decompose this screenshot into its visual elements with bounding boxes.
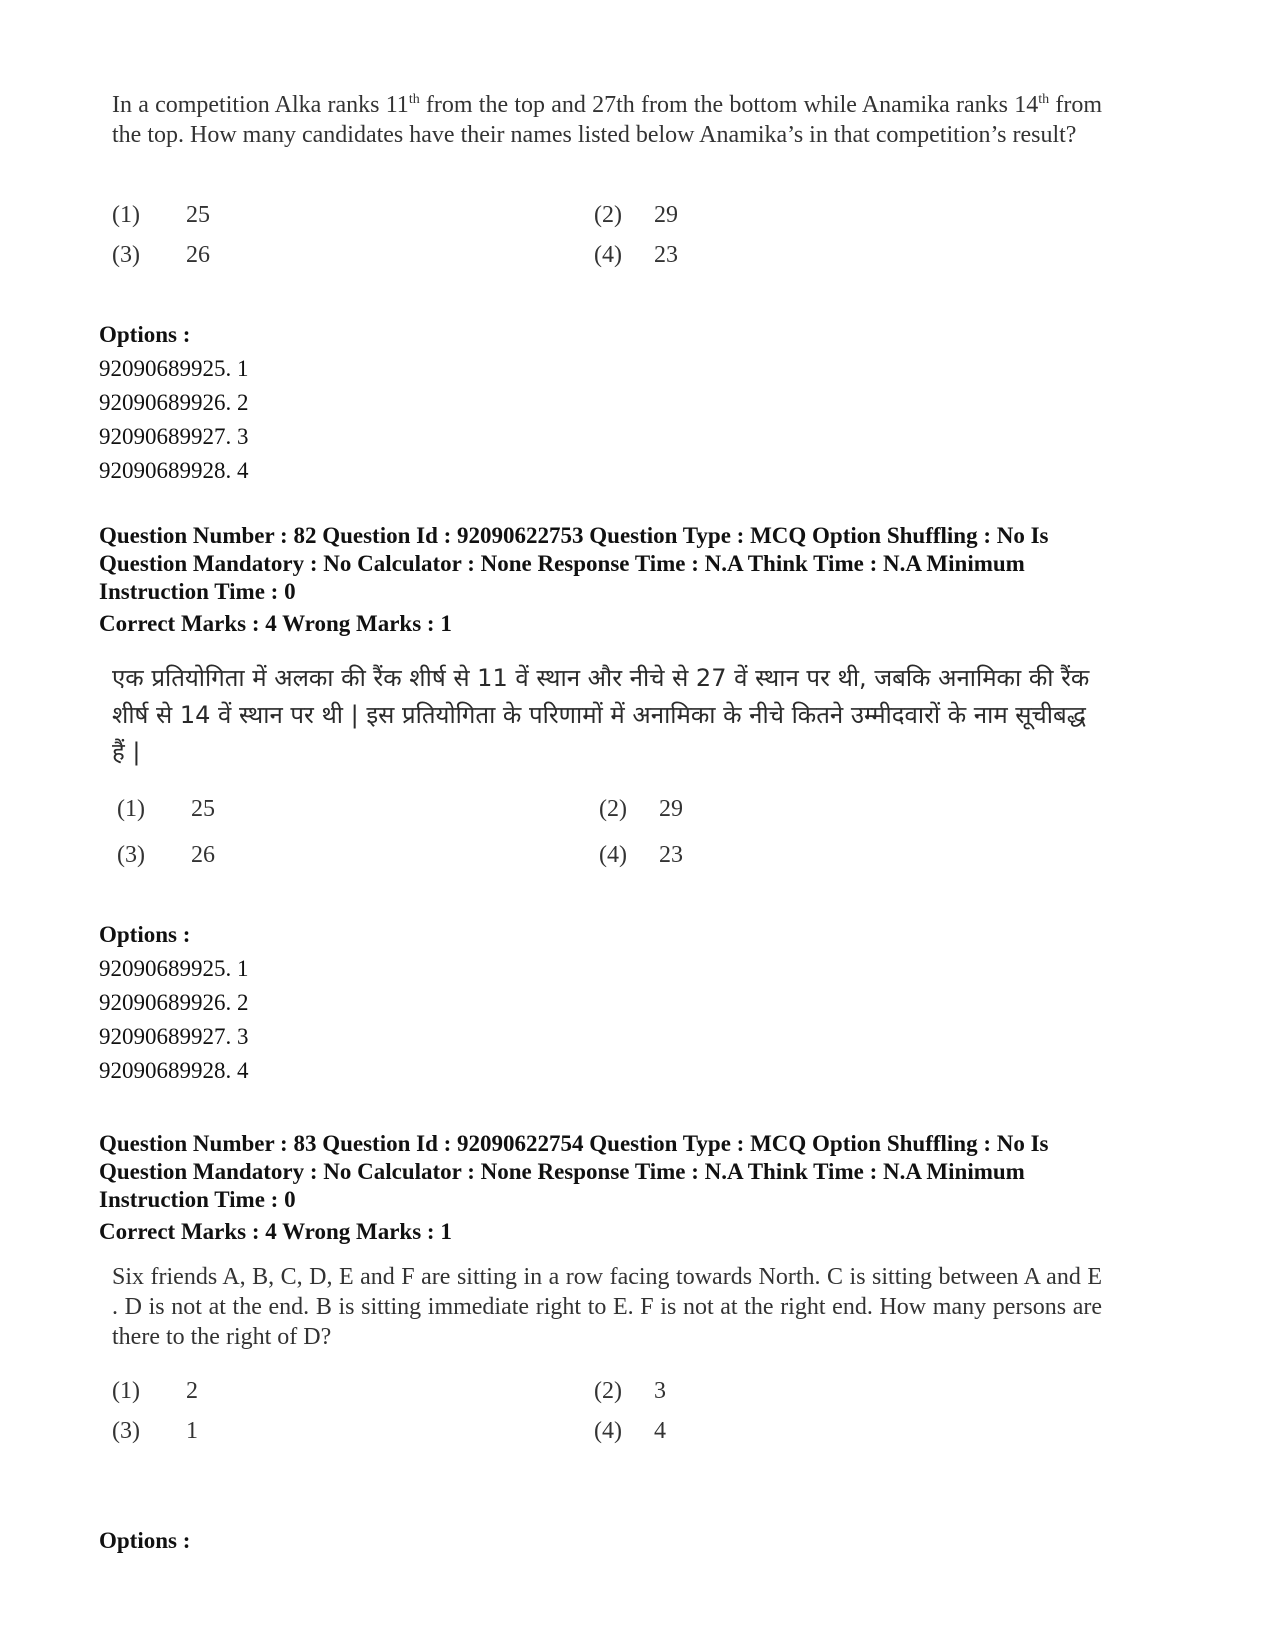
option-row: 92090689926. 2 <box>99 990 249 1015</box>
option-row: 92090689926. 2 <box>99 390 249 415</box>
q81-choice-4: (4) 23 <box>594 242 678 268</box>
option-row: 92090689928. 4 <box>99 458 249 483</box>
q82-choices <box>117 796 817 886</box>
option-row: 92090689927. 3 <box>99 424 249 449</box>
q81-choice-3: (3) 26 <box>112 242 210 268</box>
q83-marks: Correct Marks : 4 Wrong Marks : 1 <box>99 1219 452 1244</box>
q82-question-text-hindi: एक प्रतियोगिता में अलका की रैंक शीर्ष से 11 वें स्थान और नीचे से 27 वें स्थान पर थी, जबकि अनामिका की रैंक शीर्ष से 14 वें स्थान पर थी | इस प्रतियोगिता के परिणामों में अनामिका के नीचे कितने उम्मीदवारों के नाम सूचीबद्ध हैं | <box>112 664 1090 766</box>
q82-choice-3: (3) 26 <box>117 842 215 868</box>
options-label: Options : <box>99 922 191 947</box>
q81-choice-2: (2) 29 <box>594 202 678 228</box>
q82-meta: Question Number : 82 Question Id : 92090622753 Question Type : MCQ Option Shuffling : No Is Question Mandatory : No Calculator : None Response Time : N.A Think Time : N.A Minimum Instruction Time : 0 Correct Marks : 4 Wrong Marks : 1 <box>99 522 1179 638</box>
q82-choice-2: (2) 29 <box>599 796 683 822</box>
q83-meta: Question Number : 83 Question Id : 92090622754 Question Type : MCQ Option Shuffling : No Is Question Mandatory : No Calculator : None Response Time : N.A Think Time : N.A Minimum Instruction Time : 0 Correct Marks : 4 Wrong Marks : 1 <box>99 1130 1179 1246</box>
option-row: 92090689925. 1 <box>99 956 249 981</box>
q83-question-text: Six friends A, B, C, D, E and F are sitting in a row facing towards North. C is sitting between A and E . D is not at the end. B is sitting immediate right to E. F is not at the right end. How many persons are there to the right of D? <box>112 1264 1102 1350</box>
q82-choice-1: (1) 25 <box>117 796 215 822</box>
q82-choice-4: (4) 23 <box>599 842 683 868</box>
q83-choice-4: (4) 4 <box>594 1418 666 1444</box>
q83-choices <box>112 1378 812 1468</box>
q81-choice-1: (1) 25 <box>112 202 210 228</box>
q82-marks: Correct Marks : 4 Wrong Marks : 1 <box>99 611 452 636</box>
q83-choice-1: (1) 2 <box>112 1378 198 1404</box>
q83-choice-3: (3) 1 <box>112 1418 198 1444</box>
q81-choices <box>112 202 812 292</box>
q81-question-text: In a competition Alka ranks 11th from the top and 27th from the bottom while Anamika ranks 14th from the top. How many candidates have their names listed below Anamika’s in that competition’s result? <box>112 92 1102 148</box>
option-row: 92090689928. 4 <box>99 1058 249 1083</box>
q83-choice-2: (2) 3 <box>594 1378 666 1404</box>
option-row: 92090689927. 3 <box>99 1024 249 1049</box>
q81-options <box>99 318 249 488</box>
q83-options <box>99 1524 190 1558</box>
options-label: Options : <box>99 322 191 347</box>
option-row: 92090689925. 1 <box>99 356 249 381</box>
q82-options <box>99 918 249 1088</box>
options-label: Options : <box>99 1528 191 1553</box>
